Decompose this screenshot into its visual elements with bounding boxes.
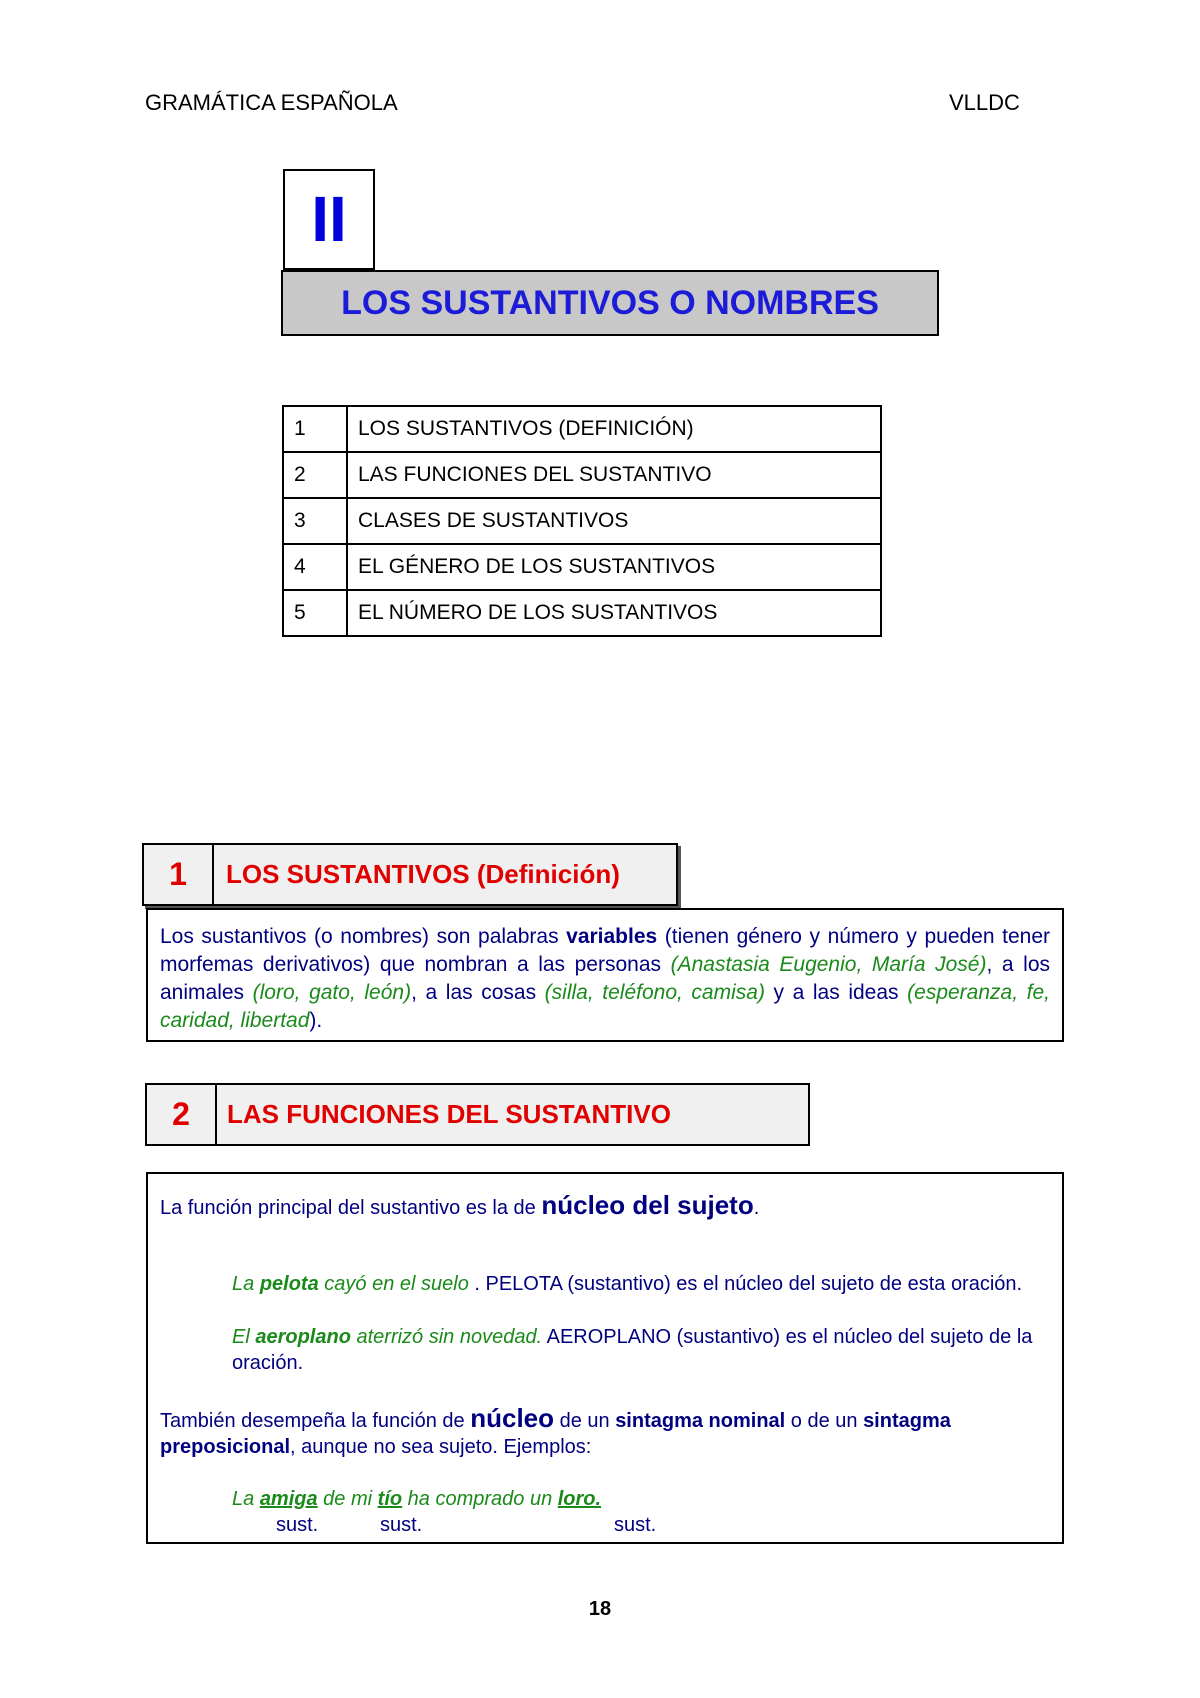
example-text: La <box>232 1488 260 1510</box>
def-text: y a las ideas <box>764 981 908 1004</box>
def-example: (Anastasia Eugenio, María José) <box>670 953 987 976</box>
example-keyword: aeroplano <box>255 1326 351 1348</box>
example-3 <box>232 1486 1050 1512</box>
example-keyword: tío <box>377 1488 403 1510</box>
example-explanation: . PELOTA (sustantivo) es el núcleo del sujeto de esta oración. <box>468 1273 1023 1295</box>
def-text: Los sustantivos (o nombres) son palabras <box>160 925 567 948</box>
intro-text: . <box>753 1197 760 1219</box>
toc-num: 3 <box>283 498 347 544</box>
example-keyword: loro. <box>557 1488 602 1510</box>
section2-title: LAS FUNCIONES DEL SUSTANTIVO <box>227 1099 671 1129</box>
example-text: El <box>232 1326 256 1348</box>
toc-label: EL GÉNERO DE LOS SUSTANTIVOS <box>347 544 881 590</box>
toc-row <box>283 498 881 544</box>
def-example: (silla, teléfono, camisa) <box>544 981 765 1004</box>
example-2 <box>232 1324 1050 1376</box>
def-bold: variables <box>566 925 658 948</box>
section1-heading <box>142 843 678 906</box>
toc-label: LOS SUSTANTIVOS (DEFINICIÓN) <box>347 406 881 452</box>
toc-row <box>283 544 881 590</box>
sust-label: sust. <box>380 1514 423 1536</box>
also-text: También desempeña la función de <box>160 1410 471 1432</box>
example-text: cayó en el suelo <box>318 1273 469 1295</box>
chapter-title: LOS SUSTANTIVOS O NOMBRES <box>281 270 939 336</box>
sust-label: sust. <box>614 1514 657 1536</box>
toc-row <box>283 452 881 498</box>
toc-num: 1 <box>283 406 347 452</box>
toc-label: CLASES DE SUSTANTIVOS <box>347 498 881 544</box>
also-bold: sintagma nominal <box>615 1410 786 1432</box>
sust-label: sust. <box>276 1514 319 1536</box>
header-left: GRAMÁTICA ESPAÑOLA <box>145 90 398 115</box>
section1-definition <box>146 908 1064 1042</box>
table-of-contents <box>282 405 882 637</box>
example-text: La <box>232 1273 260 1295</box>
also-text: , aunque no sea sujeto. Ejemplos: <box>290 1436 592 1458</box>
def-text: , a los animales <box>160 953 1050 1004</box>
example-text: de mi <box>317 1488 378 1510</box>
def-example: (esperanza, fe, caridad, libertad <box>160 981 1050 1032</box>
page-number: 18 <box>588 1598 612 1620</box>
intro-keyword: núcleo del sujeto <box>541 1190 754 1220</box>
def-text: , a las cosas <box>411 981 545 1004</box>
example-keyword: pelota <box>259 1273 319 1295</box>
toc-row <box>283 406 881 452</box>
section1-title: LOS SUSTANTIVOS (Definición) <box>226 859 620 889</box>
example-text: ha comprado un <box>402 1488 558 1510</box>
header-right: VLLDC <box>949 90 1020 115</box>
toc-label: LAS FUNCIONES DEL SUSTANTIVO <box>347 452 881 498</box>
example-keyword: amiga <box>259 1488 318 1510</box>
section2-heading <box>145 1083 810 1146</box>
chapter-number: II <box>283 169 375 270</box>
toc-num: 4 <box>283 544 347 590</box>
also-keyword: núcleo <box>470 1403 555 1433</box>
example-1 <box>232 1271 1050 1297</box>
def-text: (tienen género y número y pueden tener morfemas derivativos) que nombran a las personas <box>160 925 1050 976</box>
example-explanation: AEROPLANO (sustantivo) es el núcleo del sujeto de la oración. <box>232 1326 1033 1374</box>
toc-num: 2 <box>283 452 347 498</box>
toc-row <box>283 590 881 636</box>
intro-text: La función principal del sustantivo es la de <box>160 1197 542 1219</box>
section2-intro <box>160 1192 1050 1221</box>
section2-body <box>146 1172 1064 1544</box>
also-text: de un <box>554 1410 616 1432</box>
also-text: o de un <box>785 1410 864 1432</box>
toc-label: EL NÚMERO DE LOS SUSTANTIVOS <box>347 590 881 636</box>
def-text: ). <box>309 1009 323 1032</box>
toc-num: 5 <box>283 590 347 636</box>
section1-number: 1 <box>144 845 214 904</box>
also-bold: sintagma preposicional <box>160 1410 951 1458</box>
example-text: aterrizó sin novedad. <box>350 1326 543 1348</box>
section2-also <box>160 1405 1050 1460</box>
def-example: (loro, gato, león) <box>252 981 412 1004</box>
section2-number: 2 <box>147 1085 217 1144</box>
